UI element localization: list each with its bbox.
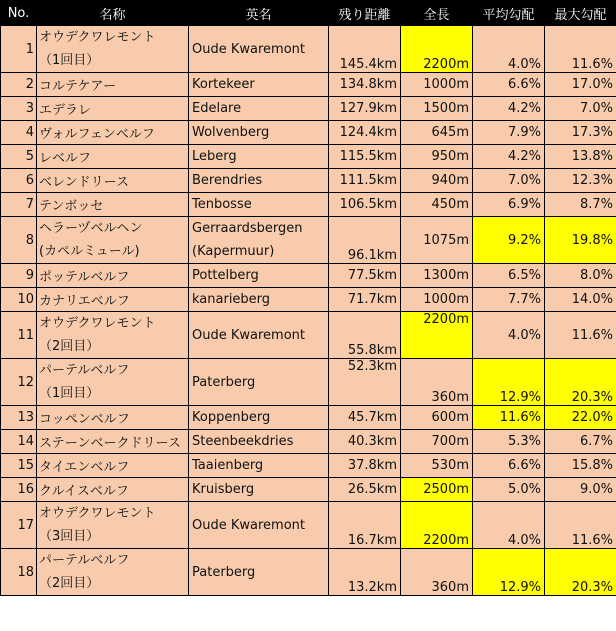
cell-no: 4 [1,121,37,145]
cell-remaining: 124.4km [329,121,401,145]
name-jp-line2: （1回目） [39,386,100,401]
cell-remaining: 115.5km [329,145,401,169]
cell-remaining: 71.7km [329,288,401,312]
table-row [1,193,616,217]
name-en-line1: Gerraardsbergen [192,221,303,236]
header-avg-grade: 平均勾配 [473,1,545,26]
cell-max-grade: 11.6% [545,26,616,73]
cell-no: 9 [1,264,37,288]
cell-name-en [189,217,329,264]
cell-no: 11 [1,312,37,359]
cell-remaining: 96.1km [329,217,401,264]
table-row [1,430,616,454]
cell-max-grade: 8.0% [545,264,616,288]
cell-max-grade: 20.3% [545,359,616,406]
cell-length: 2200m [401,26,473,73]
cell-max-grade: 11.6% [545,312,616,359]
cell-max-grade: 7.0% [545,97,616,121]
name-jp-line1: オウデクワレモント [39,316,156,331]
cell-no: 1 [1,26,37,73]
name-en-line2: (Kapermuur) [192,244,275,259]
cell-name-jp [37,26,189,73]
cell-name-en: Oude Kwaremont [189,312,329,359]
table-row [1,121,616,145]
cell-avg-grade: 6.6% [473,454,545,478]
cell-length: 940m [401,169,473,193]
cell-name-en: Pottelberg [189,264,329,288]
header-row [1,1,616,26]
cell-avg-grade: 5.0% [473,478,545,502]
header-no: No. [1,1,37,26]
name-jp-line1: ヘラーヅベルヘン [39,221,143,236]
cell-remaining: 134.8km [329,73,401,97]
cell-name-jp: ステーンベークドリース [37,430,189,454]
cell-remaining: 77.5km [329,264,401,288]
cell-avg-grade: 12.9% [473,359,545,406]
table-row [1,264,616,288]
cell-avg-grade: 9.2% [473,217,545,264]
cell-name-jp [37,359,189,406]
cell-length: 1075m [401,217,473,264]
table-row [1,217,616,264]
table-row [1,169,616,193]
table-row [1,478,616,502]
cell-length: 360m [401,549,473,596]
cell-length: 2500m [401,478,473,502]
cell-max-grade: 17.3% [545,121,616,145]
cell-avg-grade: 7.0% [473,169,545,193]
cell-name-jp: エデラレ [37,97,189,121]
cell-name-jp: カナリエベルフ [37,288,189,312]
cell-no: 17 [1,502,37,549]
cell-name-jp: レベルフ [37,145,189,169]
cell-length: 1300m [401,264,473,288]
table-row [1,549,616,596]
cell-avg-grade: 7.7% [473,288,545,312]
cell-max-grade: 12.3% [545,169,616,193]
cell-remaining: 127.9km [329,97,401,121]
cell-avg-grade: 12.9% [473,549,545,596]
header-name-jp: 名称 [37,1,189,26]
cell-length: 950m [401,145,473,169]
name-jp-line1: パーテルベルフ [39,553,130,568]
cell-length: 2200m [401,312,473,359]
cell-name-en: kanarieberg [189,288,329,312]
cell-max-grade: 8.7% [545,193,616,217]
cell-max-grade: 14.0% [545,288,616,312]
cell-length: 450m [401,193,473,217]
cell-no: 18 [1,549,37,596]
name-jp-line2: （3回目） [39,529,100,544]
cell-name-en: Wolvenberg [189,121,329,145]
cell-remaining: 16.7km [329,502,401,549]
table-row [1,26,616,73]
cell-max-grade: 15.8% [545,454,616,478]
cell-name-jp: ヴォルフェンベルフ [37,121,189,145]
cell-name-en: Oude Kwaremont [189,502,329,549]
cell-no: 14 [1,430,37,454]
cell-max-grade: 9.0% [545,478,616,502]
cell-avg-grade: 4.2% [473,145,545,169]
cell-name-jp: コルテケアー [37,73,189,97]
cell-no: 7 [1,193,37,217]
cell-remaining: 106.5km [329,193,401,217]
cell-avg-grade: 4.0% [473,26,545,73]
cell-remaining: 145.4km [329,26,401,73]
cell-max-grade: 20.3% [545,549,616,596]
cell-name-jp [37,217,189,264]
cell-avg-grade: 6.5% [473,264,545,288]
table-row [1,145,616,169]
cell-name-en: Tenbosse [189,193,329,217]
cell-avg-grade: 7.9% [473,121,545,145]
table-row [1,97,616,121]
cell-name-jp: ベレンドリース [37,169,189,193]
cell-avg-grade: 6.6% [473,73,545,97]
table-row [1,359,616,406]
cell-no: 15 [1,454,37,478]
cell-name-en: Paterberg [189,549,329,596]
cell-length: 2200m [401,502,473,549]
cell-remaining: 13.2km [329,549,401,596]
table-row [1,73,616,97]
cell-remaining: 26.5km [329,478,401,502]
cell-max-grade: 17.0% [545,73,616,97]
cell-remaining: 111.5km [329,169,401,193]
cell-no: 13 [1,406,37,430]
name-jp-line1: オウデクワレモント [39,30,156,45]
cell-remaining: 55.8km [329,312,401,359]
cell-name-en: Edelare [189,97,329,121]
cell-name-en: Leberg [189,145,329,169]
cell-name-jp [37,502,189,549]
cell-name-jp [37,549,189,596]
cell-remaining: 37.8km [329,454,401,478]
cell-name-en: Koppenberg [189,406,329,430]
cell-max-grade: 6.7% [545,430,616,454]
cell-remaining: 40.3km [329,430,401,454]
table-row [1,454,616,478]
name-jp-line1: パーテルベルフ [39,363,130,378]
cell-max-grade: 11.6% [545,502,616,549]
cell-avg-grade: 6.9% [473,193,545,217]
cell-length: 1000m [401,288,473,312]
cell-no: 10 [1,288,37,312]
name-jp-line2: （2回目） [39,576,100,591]
cell-no: 5 [1,145,37,169]
cell-length: 645m [401,121,473,145]
cell-no: 3 [1,97,37,121]
cell-name-jp: コッペンベルフ [37,406,189,430]
cell-name-jp: タイエンベルフ [37,454,189,478]
table-row [1,312,616,359]
cell-length: 600m [401,406,473,430]
header-remaining: 残り距離 [329,1,401,26]
cell-avg-grade: 11.6% [473,406,545,430]
header-max-grade: 最大勾配 [545,1,616,26]
cell-no: 12 [1,359,37,406]
header-length: 全長 [401,1,473,26]
name-jp-line2: （1回目） [39,53,100,68]
cell-name-en: Taaienberg [189,454,329,478]
cell-name-jp [37,312,189,359]
name-jp-line2: （2回目） [39,339,100,354]
cell-avg-grade: 5.3% [473,430,545,454]
cell-length: 1000m [401,73,473,97]
cell-max-grade: 13.8% [545,145,616,169]
cell-no: 2 [1,73,37,97]
cell-length: 700m [401,430,473,454]
cell-avg-grade: 4.0% [473,312,545,359]
cell-no: 16 [1,478,37,502]
cell-name-en: Oude Kwaremont [189,26,329,73]
cell-no: 8 [1,217,37,264]
cell-name-en: Berendries [189,169,329,193]
cell-max-grade: 22.0% [545,406,616,430]
cell-avg-grade: 4.0% [473,502,545,549]
cell-avg-grade: 4.2% [473,97,545,121]
cell-name-en: Steenbeekdries [189,430,329,454]
cell-remaining: 52.3km [329,359,401,406]
table-row [1,406,616,430]
cell-name-jp: ポッテルベルフ [37,264,189,288]
table-row [1,288,616,312]
table-row [1,502,616,549]
cell-no: 6 [1,169,37,193]
cell-max-grade: 19.8% [545,217,616,264]
cell-name-jp: クルイスベルフ [37,478,189,502]
name-jp-line2: (カペルミュール) [39,244,140,259]
cell-remaining: 45.7km [329,406,401,430]
cell-length: 360m [401,359,473,406]
cell-length: 1500m [401,97,473,121]
name-jp-line1: オウデクワレモント [39,506,156,521]
cell-name-en: Kortekeer [189,73,329,97]
cell-length: 530m [401,454,473,478]
cell-name-en: Paterberg [189,359,329,406]
cell-name-jp: テンボッセ [37,193,189,217]
cell-name-en: Kruisberg [189,478,329,502]
header-name-en: 英名 [189,1,329,26]
